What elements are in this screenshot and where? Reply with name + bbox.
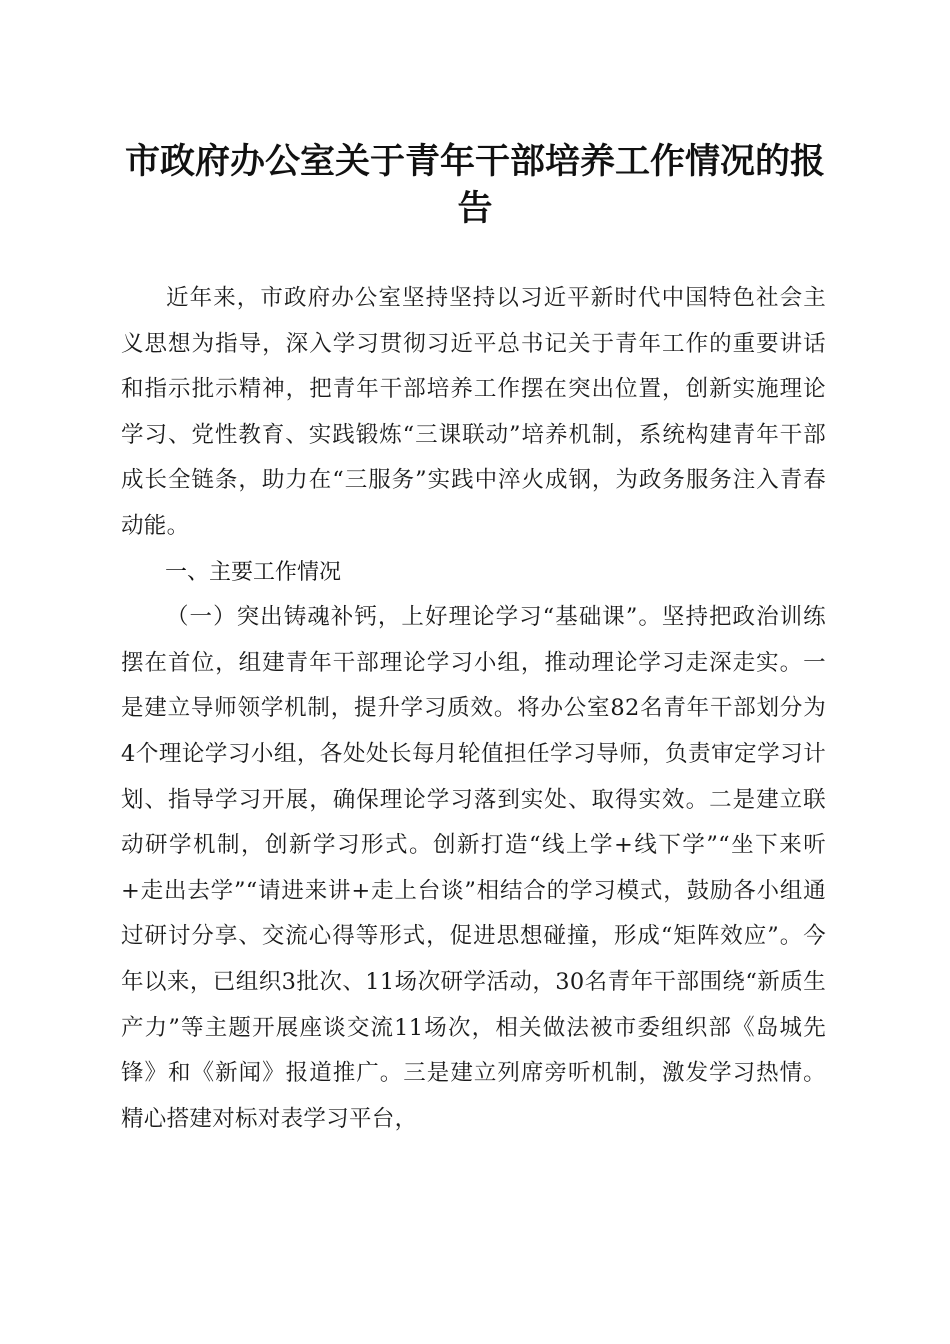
document-body (121, 276, 826, 1142)
document-title: 市政府办公室关于青年干部培养工作情况的报告 (124, 141, 825, 229)
intro-paragraph: 近年来，市政府办公室坚持坚持以习近平新时代中国特色社会主义思想为指导，深入学习贯彻习近平总书记关于青年工作的重要讲话和指示批示精神，把青年干部培养工作摆在突出位置，创新实施理论学习、党性教育、实践锻炼“三课联动”培养机制，系统构建青年干部成长全链条，助力在“三服务”实践中淬火成钢，为政务服务注入青春动能。 (121, 285, 826, 539)
section-1-1-paragraph: （一）突出铸魂补钙，上好理论学习“基础课”。坚持把政治训练摆在首位，组建青年干部理论学习小组，推动理论学习走深走实。一是建立导师领学机制，提升学习质效。将办公室82名青年干部划分为4个理论学习小组，各处处长每月轮值担任学习导师，负责审定学习计划、指导学习开展，确保理论学习落到实处、取得实效。二是建立联动研学机制，创新学习形式。创新打造“线上学+线下学”“坐下来听+走出去学”“请进来讲+走上台谈”相结合的学习模式，鼓励各小组通过研讨分享、交流心得等形式，促进思想碰撞，形成“矩阵效应”。今年以来，已组织3批次、11场次研学活动，30名青年干部围绕“新质生产力”等主题开展座谈交流11场次，相关做法被市委组织部《岛城先锋》和《新闻》报道推广。三是建立列席旁听机制，激发学习热情。精心搭建对标对表学习平台， (121, 604, 826, 1132)
section-heading-1: 一、主要工作情况 (165, 559, 342, 585)
